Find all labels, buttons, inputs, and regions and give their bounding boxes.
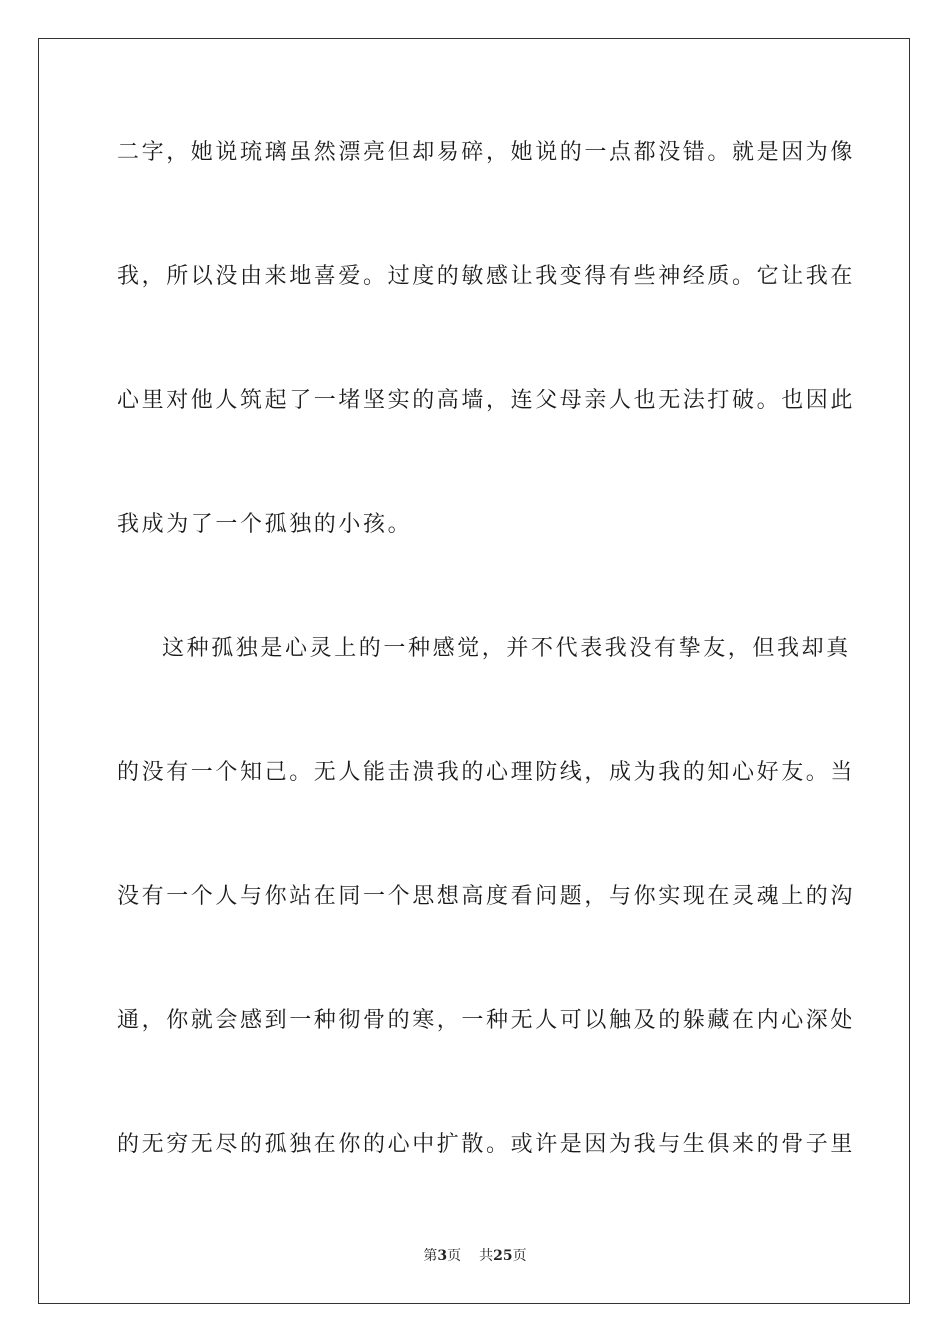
footer-page-suffix: 页 (447, 1248, 462, 1264)
text-line: 我成为了一个孤独的小孩。 (117, 512, 413, 537)
text-line: 的无穷无尽的孤独在你的心中扩散。或许是因为我与生俱来的骨子里 (117, 1132, 856, 1157)
footer-page-prefix: 第 (423, 1248, 438, 1264)
footer-total-suffix: 页 (512, 1248, 527, 1264)
page-footer (0, 1246, 950, 1266)
text-line: 心里对他人筑起了一堵坚实的高墙，连父母亲人也无法打破。也因此 (117, 388, 856, 413)
footer-total-pages: 25 (493, 1248, 513, 1264)
text-line: 的没有一个知己。无人能击溃我的心理防线，成为我的知心好友。当 (117, 760, 856, 785)
text-line: 二字，她说琉璃虽然漂亮但却易碎，她说的一点都没错。就是因为像 (117, 140, 856, 165)
text-line: 没有一个人与你站在同一个思想高度看问题，与你实现在灵魂上的沟 (117, 884, 856, 909)
footer-page-number: 3 (437, 1248, 448, 1264)
text-line: 通，你就会感到一种彻骨的寒，一种无人可以触及的躲藏在内心深处 (117, 1008, 856, 1033)
text-line: 我，所以没由来地喜爱。过度的敏感让我变得有些神经质。它让我在 (117, 264, 856, 289)
text-line: 这种孤独是心灵上的一种感觉，并不代表我没有挚友，但我却真 (162, 636, 851, 661)
footer-total-prefix: 共 (479, 1248, 494, 1264)
page-border (38, 38, 910, 1304)
